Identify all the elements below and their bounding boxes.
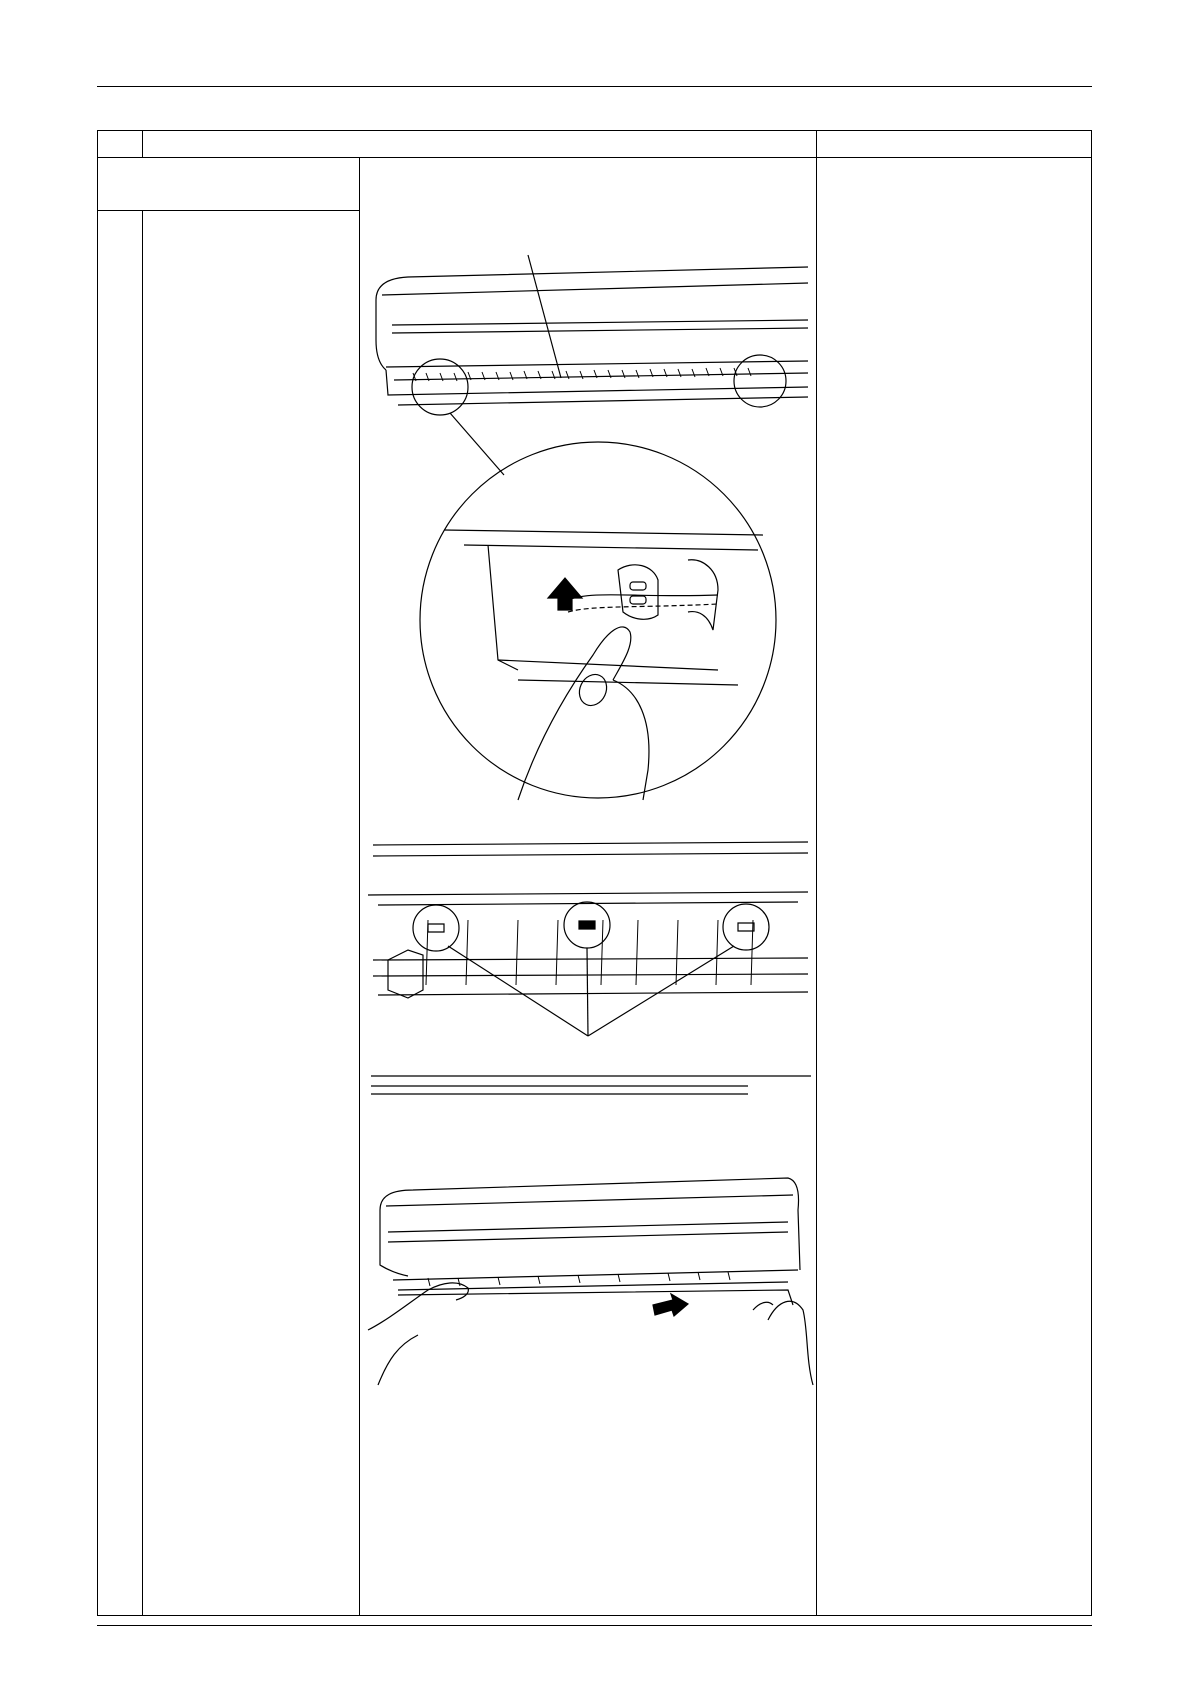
procedure-title-divider <box>98 210 359 211</box>
indoor-unit-bottom-view-icon <box>368 255 808 425</box>
figure-points-column-divider <box>816 131 817 1615</box>
flap-bearing-release-detail-icon <box>418 440 778 800</box>
footer-rule <box>97 1625 1092 1626</box>
step-number-column-divider <box>142 210 143 1615</box>
header-rule <box>97 86 1092 87</box>
horizontal-flap-hooks-icon <box>368 840 813 1108</box>
procedure-figure-column-divider <box>359 157 360 1615</box>
flap-removal-hands-icon <box>368 1170 813 1385</box>
table-header-divider <box>98 157 1091 158</box>
header-step-column-divider <box>142 131 143 157</box>
